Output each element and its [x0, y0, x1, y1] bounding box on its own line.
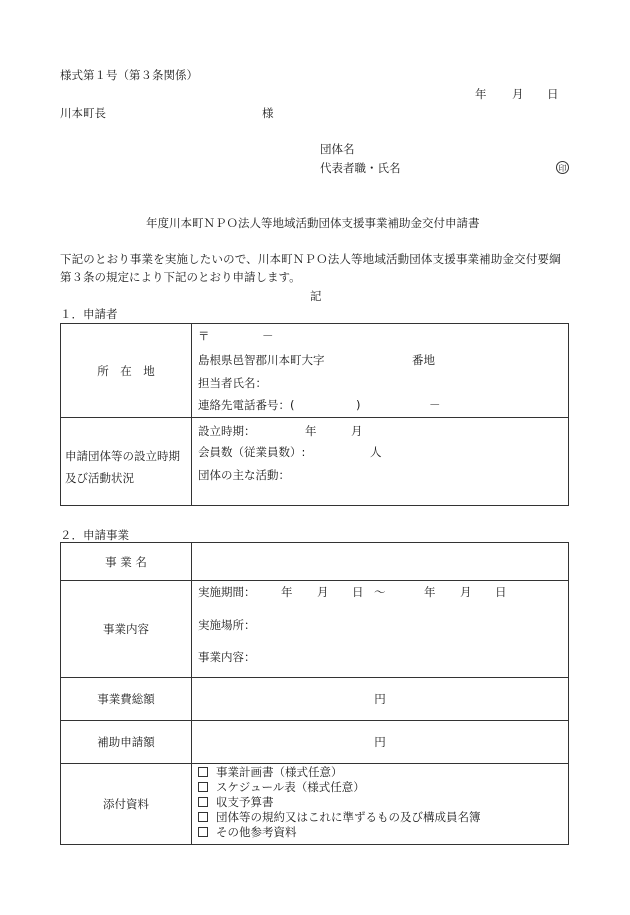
addressee-honorific: 様	[262, 106, 274, 120]
postal-dash: －	[262, 329, 274, 343]
project-content-field[interactable]	[192, 581, 569, 678]
attachment-item: その他参考資料	[198, 827, 297, 839]
total-cost-label: 事業費総額	[61, 678, 192, 721]
period-year-1: 年	[281, 585, 293, 599]
seal-mark: 印	[556, 161, 569, 174]
location-row	[61, 324, 569, 418]
subsidy-row	[61, 721, 569, 764]
project-name-row	[61, 543, 569, 581]
total-cost-field[interactable]	[192, 678, 569, 721]
location-label: 所 在 地	[61, 324, 192, 418]
ki-mark: 記	[310, 289, 322, 303]
subsidy-unit: 円	[374, 735, 386, 749]
representative-label: 代表者職・氏名	[320, 161, 401, 175]
intro-line-2: 第３条の規定により下記のとおり申請します。	[60, 270, 301, 284]
location-field[interactable]	[192, 324, 569, 418]
project-table	[60, 542, 569, 845]
document-title: 年度川本町ＮＰＯ法人等地域活動団体支援事業補助金交付申請書	[146, 216, 480, 230]
org-name-label: 団体名	[320, 142, 355, 156]
phone-dash: －	[429, 398, 441, 412]
period-month-1: 月	[317, 585, 329, 599]
project-name-field[interactable]	[192, 543, 569, 581]
content-label: 事業内容：	[198, 650, 256, 664]
checkbox[interactable]	[198, 812, 208, 822]
checkbox[interactable]	[198, 827, 208, 837]
established-year-label: 年	[305, 424, 317, 438]
total-cost-row	[61, 678, 569, 721]
attachments-row	[61, 764, 569, 845]
project-name-label: 事 業 名	[61, 543, 192, 581]
checkbox[interactable]	[198, 782, 208, 792]
period-day-1: 日	[352, 585, 364, 599]
phone-close: )	[356, 398, 361, 412]
total-cost-unit: 円	[374, 692, 386, 706]
period-year-2: 年	[424, 585, 436, 599]
addressee: 川本町長	[60, 106, 106, 120]
activity-label: 団体の主な活動：	[198, 468, 290, 482]
members-unit: 人	[370, 445, 382, 459]
subsidy-label: 補助申請額	[61, 721, 192, 764]
section2-heading: ２．申請事業	[60, 528, 129, 542]
attachment-item: 事業計画書（様式任意）	[198, 767, 343, 779]
intro-line-1: 下記のとおり事業を実施したいので、川本町ＮＰＯ法人等地域活動団体支援事業補助金交付要綱	[60, 252, 561, 266]
date-year-label: 年	[475, 87, 487, 101]
period-month-2: 月	[460, 585, 472, 599]
attachments-field	[192, 764, 569, 845]
form-number: 様式第１号（第３条関係）	[60, 68, 198, 82]
members-label: 会員数（従業員数）:	[198, 445, 306, 459]
address-suffix: 番地	[412, 353, 435, 367]
checkbox[interactable]	[198, 797, 208, 807]
establishment-row	[61, 418, 569, 506]
attachments-label: 添付資料	[61, 764, 192, 845]
establishment-field[interactable]	[192, 418, 569, 506]
project-content-label: 事業内容	[61, 581, 192, 678]
period-label: 実施期間：	[198, 585, 256, 599]
established-label: 設立時期：	[198, 424, 256, 438]
section1-heading: １．申請者	[60, 307, 118, 321]
contact-person-label: 担当者氏名：	[198, 376, 267, 390]
postal-mark: 〒	[198, 329, 210, 343]
subsidy-field[interactable]	[192, 721, 569, 764]
establishment-label	[61, 418, 192, 506]
checkbox[interactable]	[198, 767, 208, 777]
attachment-item: 団体等の規約又はこれに準ずるもの及び構成員名簿	[198, 812, 481, 824]
applicant-table	[60, 323, 569, 506]
established-month-label: 月	[351, 424, 363, 438]
address-prefix: 島根県邑智郡川本町大字	[198, 353, 325, 367]
establishment-label-line1: 申請団体等の設立時期	[65, 449, 180, 463]
date-day-label: 日	[547, 87, 559, 101]
establishment-label-line2: 及び活動状況	[65, 471, 134, 485]
phone-label: 連絡先電話番号：(	[198, 398, 295, 412]
period-day-2: 日	[495, 585, 507, 599]
project-content-row	[61, 581, 569, 678]
attachment-item: スケジュール表（様式任意）	[198, 782, 365, 794]
period-tilde: ～	[374, 585, 386, 599]
attachment-item: 収支予算書	[198, 797, 274, 809]
place-label: 実施場所：	[198, 618, 256, 632]
date-month-label: 月	[512, 87, 524, 101]
